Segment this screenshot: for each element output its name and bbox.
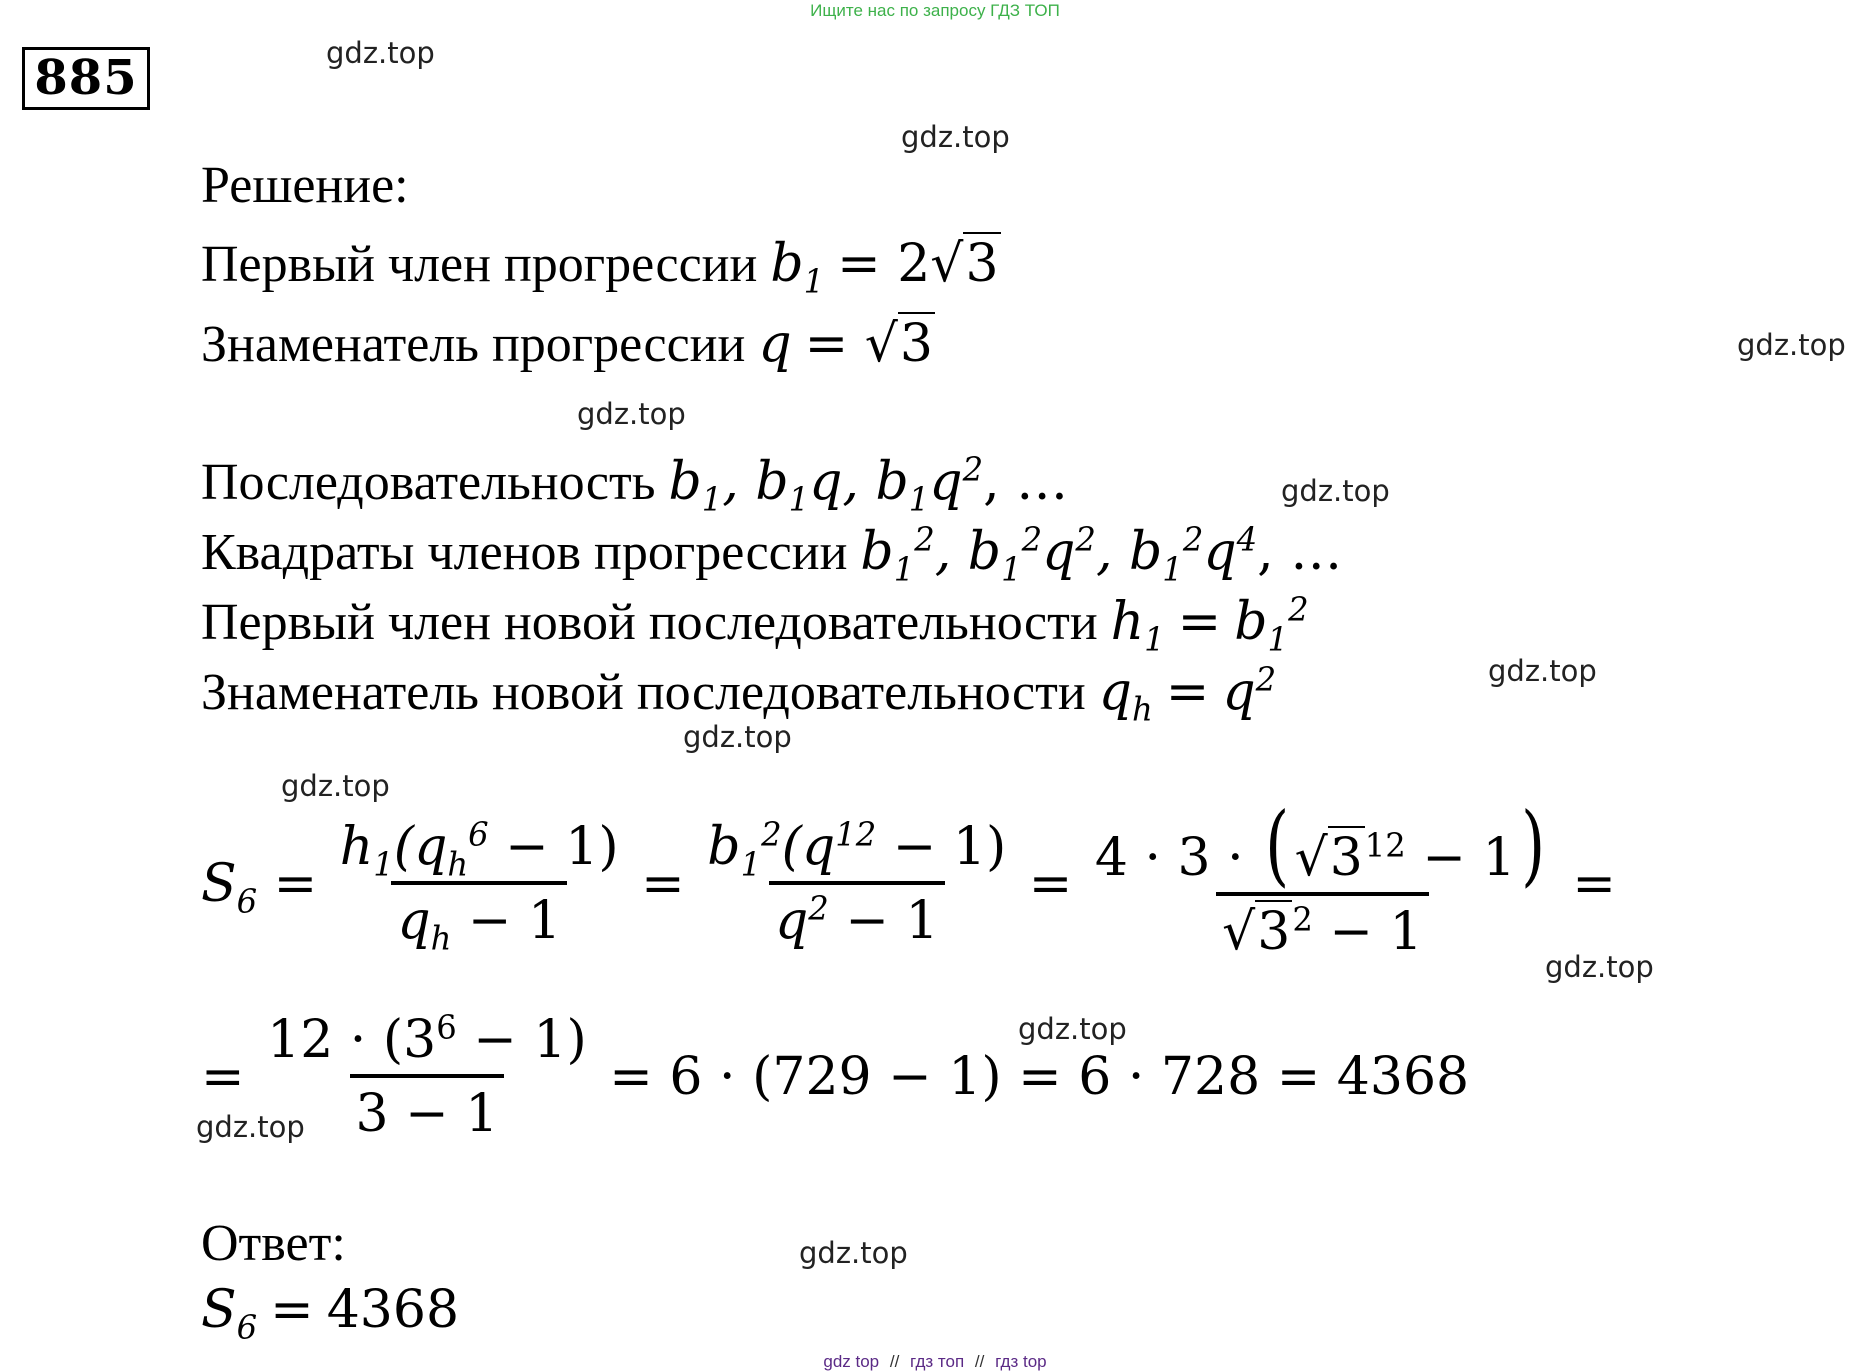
first-term-line: Первый член прогрессии $b_1 = 2√3$: [201, 234, 999, 301]
watermark: gdz.top: [683, 720, 792, 754]
watermark: gdz.top: [196, 1110, 305, 1144]
footer-link[interactable]: гдз топ: [910, 1352, 965, 1371]
new-ratio-line: Знаменатель новой последовательности $q_h = q^2$: [201, 660, 1277, 729]
sequence-line: Последовательность $b_1$, $b_1q$, $b_1q^2$, …: [201, 450, 1069, 519]
watermark: gdz.top: [326, 36, 435, 70]
sum-formula-1: $S_6$ = $\frac{h_1(q_h^6 - 1)}{q_h - 1}$ = $\frac{b_1^2(q^{12} - 1)}{q^2 - 1}$ = $\frac{4 \cdot 3 \cdot (√3^{12} - 1)}{√3^2 - 1}$ =: [201, 793, 1616, 962]
new-first-term-label: Первый член новой последовательности: [201, 594, 1098, 651]
squares-label: Квадраты членов прогрессии: [201, 524, 848, 581]
watermark: gdz.top: [1545, 950, 1654, 984]
watermark: gdz.top: [1488, 654, 1597, 688]
watermark: gdz.top: [577, 397, 686, 431]
footer-link[interactable]: гдз top: [995, 1352, 1047, 1371]
solution-heading: Решение:: [201, 157, 409, 214]
first-term-label: Первый член прогрессии: [201, 236, 758, 293]
answer-value: 4368: [326, 1280, 460, 1340]
answer-line: $S_6 = 4368$: [201, 1280, 460, 1347]
watermark: gdz.top: [1281, 474, 1390, 508]
top-search-link[interactable]: Ищите нас по запросу ГДЗ ТОП: [810, 1, 1060, 20]
watermark: gdz.top: [1737, 328, 1846, 362]
new-ratio-label: Знаменатель новой последовательности: [201, 664, 1086, 721]
fraction-1: $\frac{h_1(q_h^6 - 1)}{q_h - 1}$: [339, 815, 619, 957]
answer-heading: Ответ:: [201, 1215, 346, 1272]
sum-formula-2: = $\frac{12 \cdot (3^6 - 1)}{3 - 1}$ = 6 · (729 − 1) = 6 · 728 = 4368: [201, 1008, 1470, 1144]
ratio-line: Знаменатель прогрессии q = √3: [201, 314, 933, 374]
task-number: 885: [22, 47, 150, 110]
fraction-4: $\frac{12 \cdot (3^6 - 1)}{3 - 1}$: [267, 1008, 587, 1144]
watermark: gdz.top: [1018, 1012, 1127, 1046]
fraction-3: $\frac{4 \cdot 3 \cdot (√3^{12} - 1)}{√3^2 - 1}$: [1094, 793, 1545, 962]
footer-links: [0, 1352, 1870, 1372]
sequence-label: Последовательность: [201, 454, 656, 511]
ratio-label: Знаменатель прогрессии: [201, 316, 746, 373]
footer-separator: //: [974, 1352, 985, 1371]
watermark: gdz.top: [281, 769, 390, 803]
watermark: gdz.top: [799, 1236, 908, 1270]
footer-link[interactable]: gdz top: [823, 1352, 880, 1371]
footer-separator: //: [889, 1352, 900, 1371]
squares-line: Квадраты членов прогрессии $b_1^2$, $b_1^2q^2$, $b_1^2q^4$, …: [201, 520, 1343, 589]
new-first-term-line: Первый член новой последовательности $h_1 = b_1^2$: [201, 590, 1309, 659]
fraction-2: $\frac{b_1^2(q^{12} - 1)}{q^2 - 1}$: [707, 815, 1007, 951]
watermark: gdz.top: [901, 120, 1010, 154]
